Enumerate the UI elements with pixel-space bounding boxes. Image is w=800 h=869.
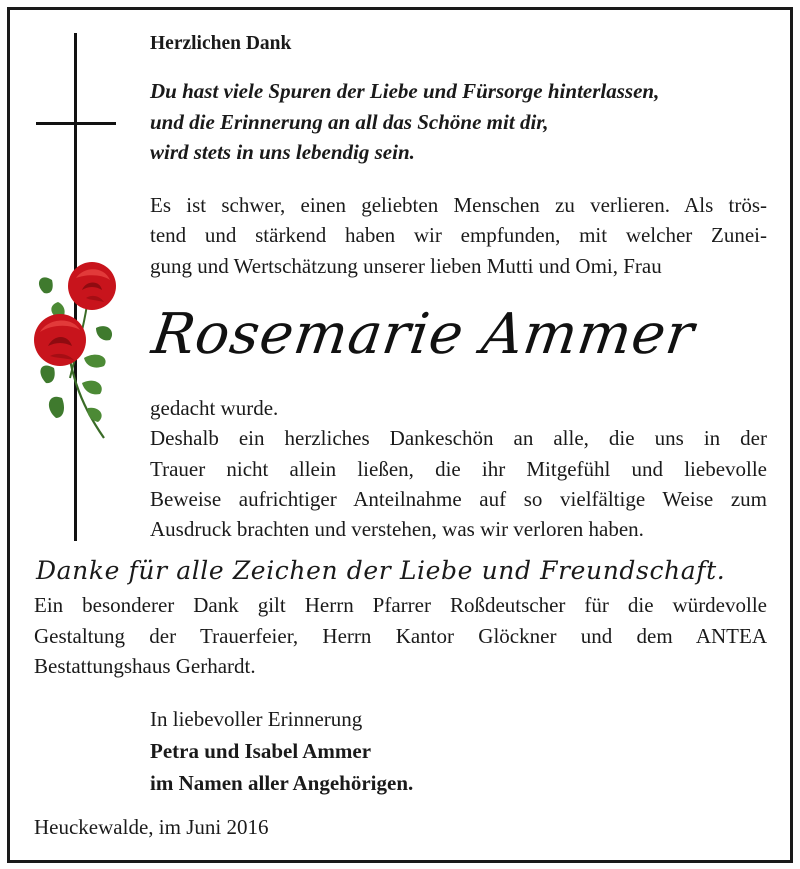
roses-icon: [26, 258, 118, 443]
intro-line: gung und Wertschätzung unserer lieben Mutti und Omi, Frau: [150, 253, 662, 278]
quote-line: und die Erinnerung an all das Schöne mit dir,: [150, 109, 549, 134]
intro-paragraph: [150, 190, 767, 281]
quote: [150, 76, 659, 168]
thanks-line: Bestattungshaus Gerhardt.: [34, 654, 256, 678]
quote-line: Du hast viele Spuren der Liebe und Fürsorge hinterlassen,: [150, 79, 660, 103]
deceased-name: Rosemarie Ammer: [148, 302, 699, 367]
body-line: Deshalb ein herzliches Dankeschön an alle, die uns in der: [150, 426, 767, 451]
signature: [150, 703, 413, 799]
thanks-line: Ein besonderer Dank gilt Herrn Pfarrer Roßdeutscher für die würdevolle: [34, 593, 767, 617]
signature-line: im Namen aller Angehörigen.: [150, 771, 414, 795]
body-line: Ausdruck brachten und verstehen, was wir verloren haben.: [150, 517, 644, 542]
signature-line: In liebevoller Erinnerung: [150, 707, 363, 731]
thanks-paragraph: [34, 590, 767, 682]
cross-bar: [36, 122, 116, 125]
place-date: Heuckewalde, im Juni 2016: [34, 815, 269, 839]
body-line: Beweise aufrichtiger Anteilnahme auf so vielfältige Weise zum: [150, 486, 767, 511]
thanks-line: Gestaltung der Trauerfeier, Herrn Kantor Glöckner und dem ANTEA: [34, 623, 767, 648]
body-line: gedacht wurde.: [150, 396, 279, 420]
motto: Danke für alle Zeichen der Liebe und Freundschaft.: [36, 556, 726, 585]
heading: Herzlichen Dank: [150, 33, 292, 54]
body-line: Trauer nicht allein ließen, die ihr Mitgefühl und liebevolle: [150, 456, 767, 481]
intro-line: Es ist schwer, einen geliebten Menschen zu verlieren. Als trös-: [150, 193, 767, 217]
body-paragraph: [150, 393, 767, 544]
quote-line: wird stets in uns lebendig sein.: [150, 140, 415, 164]
intro-line: tend und stärkend haben wir empfunden, mit welcher Zunei-: [150, 223, 767, 248]
signature-names: Petra und Isabel Ammer: [150, 739, 372, 763]
